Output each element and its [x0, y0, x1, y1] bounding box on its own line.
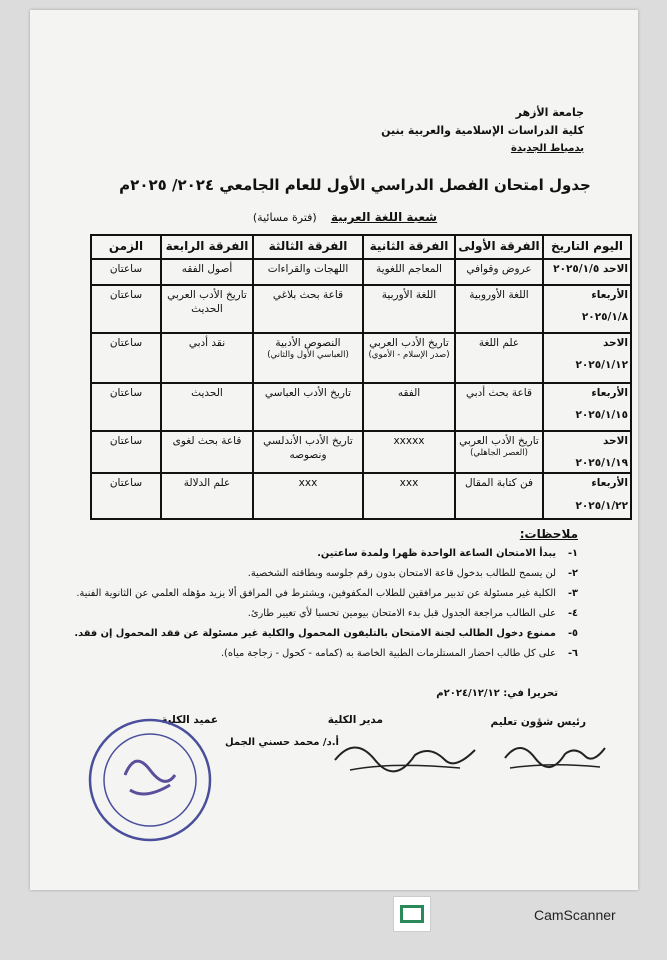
cell-year1: قاعة بحث أدبي — [455, 383, 543, 431]
cell-year2: المعاجم اللغوية — [363, 259, 455, 285]
note-item — [48, 548, 578, 568]
note-item — [48, 648, 578, 668]
header-time: الزمن — [91, 235, 161, 259]
affairs-signature — [500, 730, 610, 775]
cell-year1: فن كتابة المقال — [455, 473, 543, 519]
day-label: الأربعاء — [591, 289, 628, 301]
note-item — [48, 588, 578, 608]
table-row — [91, 473, 631, 519]
cell-year3: تاريخ الأدب العباسي — [253, 383, 363, 431]
camscanner-watermark: CamScanner — [534, 907, 616, 923]
day-label: الاحد — [602, 337, 628, 349]
date-label: ٢٠٢٥/١/٢٢ — [575, 499, 628, 512]
period-note: (فترة مسائية) — [252, 211, 317, 224]
table-row — [91, 383, 631, 431]
subject-note: (العصر الجاهلي) — [470, 448, 528, 459]
header-year4: الفرقة الرابعة — [161, 235, 253, 259]
cell-year2: اللغة الأوربية — [363, 285, 455, 333]
cell-time: ساعتان — [91, 431, 161, 473]
cell-year2 — [363, 333, 455, 383]
note-item — [48, 568, 578, 588]
notes-list — [48, 548, 578, 668]
day-cell — [543, 333, 631, 383]
cell-year4: أصول الفقه — [161, 259, 253, 285]
table-header-row — [91, 235, 631, 259]
signature-title-dean: عميد الكلية — [161, 714, 218, 726]
subject: تاريخ الأدب العربي — [369, 337, 449, 349]
header-year1: الفرقة الأولى — [455, 235, 543, 259]
note-text: الكلية غير مسئولة عن تدبير مرافقين للطلاب المكفوفين، ويشترط في المرافق ألا يزيد مؤهله العلمي عن الثانوية الفنية. — [76, 588, 556, 599]
note-text: يبدأ الامتحان الساعة الواحدة ظهرا ولمدة ساعتين. — [317, 548, 556, 559]
day-label: الأربعاء — [591, 387, 628, 399]
cell-time: ساعتان — [91, 473, 161, 519]
date-label: ٢٠٢٥/١/١٢ — [575, 359, 628, 372]
note-text: على الطالب مراجعة الجدول قبل بدء الامتحان بيومين تحسبا لأي تغيير طارئ. — [247, 608, 556, 619]
college-name: كلية الدراسات الإسلامية والعربية بنين — [381, 124, 584, 137]
cell-year1 — [455, 431, 543, 473]
table-row — [91, 285, 631, 333]
signature-title-director: مدير الكلية — [327, 714, 383, 726]
schedule-title: جدول امتحان الفصل الدراسي الأول للعام الجامعي ٢٠٢٤/ ٢٠٢٥م — [119, 176, 591, 194]
signature-title-affairs: رئيس شؤون تعليم — [490, 716, 586, 728]
date-label: ٢٠٢٥/١/١٩ — [575, 457, 628, 470]
header-year3: الفرقة الثالثة — [253, 235, 363, 259]
cell-time: ساعتان — [91, 383, 161, 431]
subject: تاريخ الأدب العربي — [459, 435, 539, 447]
note-number: ٤- — [567, 608, 578, 619]
cell-year4: الحديث — [161, 383, 253, 431]
cell-year3: اللهجات والقراءات — [253, 259, 363, 285]
cell-year2: xxxxx — [363, 431, 455, 473]
camscanner-logo — [393, 896, 431, 932]
cell-year4: قاعة بحث لغوى — [161, 431, 253, 473]
cell-time: ساعتان — [91, 285, 161, 333]
document-page — [30, 10, 638, 890]
section-name: شعبة اللغة العربية — [330, 210, 438, 224]
day-cell — [543, 285, 631, 333]
day-cell — [543, 473, 631, 519]
college-location: بدمياط الجديدة — [510, 143, 584, 154]
director-signature — [330, 730, 480, 780]
schedule-subtitle — [230, 210, 460, 224]
cell-time: ساعتان — [91, 333, 161, 383]
note-number: ٢- — [567, 568, 578, 579]
note-text: لن يسمح للطالب بدخول قاعة الامتحان بدون رقم جلوسه وبطاقته الشخصية. — [247, 568, 556, 579]
cell-year3: xxx — [253, 473, 363, 519]
day-cell — [543, 431, 631, 473]
day-cell — [543, 383, 631, 431]
college-stamp — [85, 715, 215, 845]
cell-year4: تاريخ الأدب العربي الحديث — [161, 285, 253, 333]
table-row — [91, 333, 631, 383]
day-cell — [543, 259, 631, 285]
notes-title: ملاحظات: — [519, 527, 578, 541]
cell-year2: xxx — [363, 473, 455, 519]
cell-year3: قاعة بحث بلاغي — [253, 285, 363, 333]
table-row — [91, 259, 631, 285]
note-text: ممنوع دخول الطالب لجنة الامتحان بالتليفون المحمول والكلية غير مسئولة عن فقد المحمول إن فقد. — [74, 628, 556, 639]
note-text: على كل طالب احضار المستلزمات الطبية الخاصة به (كمامه - كحول - زجاجة مياه). — [220, 648, 556, 659]
issue-date: تحريرا في: ٢٠٢٤/١٢/١٢م — [436, 688, 558, 699]
note-number: ١- — [567, 548, 578, 559]
day-label: الاحد — [602, 263, 628, 275]
subject: النصوص الأدبية — [275, 337, 341, 349]
dean-name: أ.د/ محمد حسني الجمل — [225, 737, 339, 748]
note-number: ٣- — [567, 588, 578, 599]
cell-year3: تاريخ الأدب الأندلسي ونصوصه — [253, 431, 363, 473]
subject-note: (صدر الإسلام - الأموي) — [368, 350, 450, 361]
cell-year3 — [253, 333, 363, 383]
date-label: ٢٠٢٥/١/٨ — [581, 311, 628, 324]
note-number: ٦- — [567, 648, 578, 659]
date-label: ٢٠٢٥/١/١٥ — [575, 409, 628, 422]
day-label: الاحد — [602, 435, 628, 447]
note-item — [48, 608, 578, 628]
date-label: ٢٠٢٥/١/٥ — [553, 263, 600, 275]
header-day-date: اليوم التاريخ — [543, 235, 631, 259]
subject-note: (العباسي الأول والثاني) — [267, 350, 349, 361]
cell-year1: علم اللغة — [455, 333, 543, 383]
cell-year4: علم الدلالة — [161, 473, 253, 519]
cell-year4: نقد أدبي — [161, 333, 253, 383]
day-label: الأربعاء — [591, 477, 628, 490]
table-row — [91, 431, 631, 473]
note-number: ٥- — [567, 628, 578, 639]
cell-year1: عروض وقوافي — [455, 259, 543, 285]
university-name: جامعة الأزهر — [515, 106, 584, 119]
header-year2: الفرقة الثانية — [363, 235, 455, 259]
cell-time: ساعتان — [91, 259, 161, 285]
cell-year1: اللغة الأوروبية — [455, 285, 543, 333]
note-item — [48, 628, 578, 648]
exam-schedule-table — [90, 234, 632, 520]
cell-year2: الفقه — [363, 383, 455, 431]
